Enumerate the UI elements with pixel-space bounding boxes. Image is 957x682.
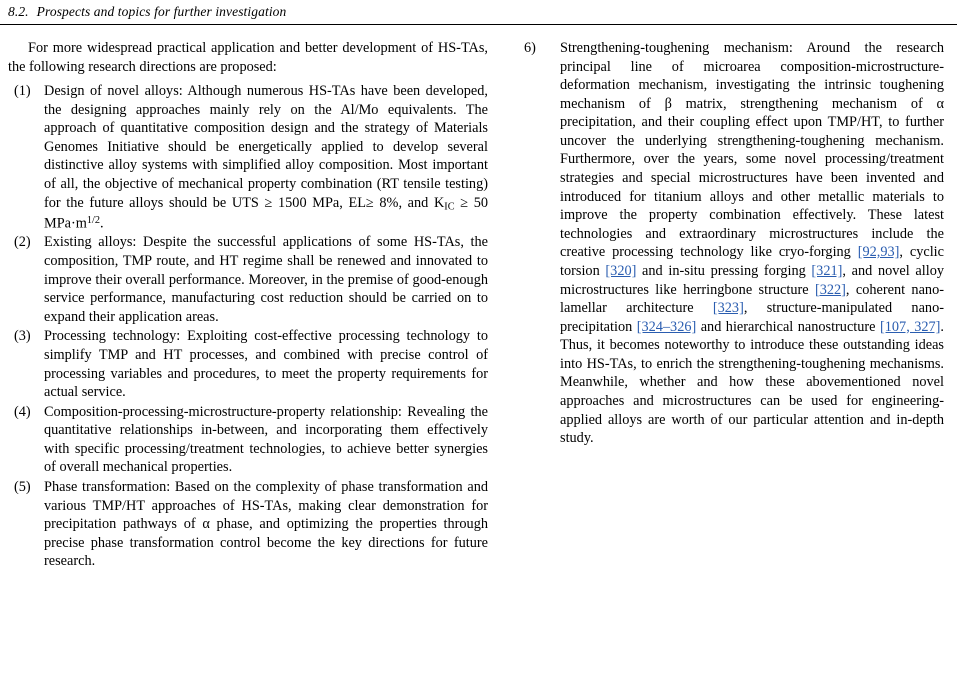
list-item-text: Strengthening-toughening mechanism: Around the research principal line of microarea composition-microstructure-deformation mechanism, investigating the intrinsic toughening mechanism of β matrix, strengthening mechanism of α precipitation, and their coupling effect upon TMP/HT, to further uncover the underlying strengthening-toughening mechanism. Furthermore, over the years, some novel processing/treatment strategies and special microstructures have been invented and introduced for titanium alloys and other metallic materials to improve the property combination effectively. These latest technologies and extraordinary microstructures include the creative processing technology like cryo-forging [560,40,944,261]
superscript-half: 1/2 [86,214,101,226]
list-item-text-end: . Thus, it becomes noteworthy to introduce these outstanding ideas into HS-TAs, to enrich the strengthening-toughening mechanisms. Meanwhile, whether and how these abovementioned novel approaches and microstructures can be used for engineering-applied alloys are worth of our particular attention and in-depth study. [560,318,944,447]
citation-link[interactable]: [324–326] [636,318,697,335]
list-item-marker: (4) [14,403,31,420]
right-column [524,39,944,572]
citation-link[interactable]: [92,93] [857,244,900,261]
list-item [8,233,488,326]
left-column [8,39,488,572]
list-item-marker: 6) [524,40,536,56]
list-item-text: Composition-processing-microstructure-property relationship: Revealing the quantitative relationships in-between, and incorporating them effectively with specific processing/treatment technologies, to achieve better synergies of overall mechanical properties. [44,403,488,476]
citation-link[interactable]: [320] [605,262,637,279]
list-item-text: Phase transformation: Based on the complexity of phase transformation and various TMP/HT approaches of HS-TAs, making clear demonstration for precipitation pathways of α phase, and optimizing the properties through precise phase transformation control become the key directions for future research. [44,478,488,570]
section-heading [0,0,957,20]
two-column-body [0,25,957,572]
citation-link[interactable]: [322] [814,281,846,298]
list-item-marker: (3) [14,328,31,345]
section-number: 8.2. [8,4,29,19]
list-item-text: Processing technology: Exploiting cost-effective processing technology to simplify TMP and HT processes, and combined with precise control of processing variables and procedures, to meet the property requirements for actual service. [44,328,488,401]
list-item-marker: (1) [14,83,31,100]
list-item-text-cont: , structure-manipulated nano-precipitation [560,300,944,335]
list-item-text-cont: , coherent nano-lamellar architecture [560,281,944,317]
list-item-marker: (5) [14,478,31,495]
list-item [8,327,488,401]
list-item-text-cont: ≥ 50 MPa·m [44,194,488,231]
citation-link[interactable]: [323] [712,300,744,317]
list-item [8,403,488,477]
intro-paragraph: For more widespread practical application and better development of HS-TAs, the following research directions are proposed: [8,40,488,75]
list-item [524,39,944,448]
section-title: Prospects and topics for further investigation [36,4,287,19]
list-item [8,82,488,232]
subscript-ic: IC [444,201,455,213]
list-item-text-cont: , cyclic torsion [560,244,944,279]
list-item-marker: (2) [14,234,31,251]
citation-link[interactable]: [107, 327] [879,318,941,335]
list-item [8,478,488,571]
list-item-text-cont: , and novel alloy microstructures like herringbone structure [560,262,944,298]
citation-link[interactable]: [321] [811,262,843,279]
list-item-text-cont: and in-situ pressing forging [636,262,812,279]
list-item-text: Existing alloys: Despite the successful applications of some HS-TAs, the composition, TMP route, and HT regime shall be renewed and innovated to improve their overall performance. Moreover, in the premise of good-enough service performance, manufacturing cost reduction should be carried on to expand their application areas. [44,234,488,325]
research-directions-list [8,82,488,571]
list-item-text-end: . [100,214,104,231]
list-item-text: Design of novel alloys: Although numerous HS-TAs have been developed, the designing approaches mainly rely on the Al/Mo equivalents. The approach of quantitative composition design and the strategy of Materials Genomes Initiative should be energetically applied to develop several distinctive alloy systems with simplified alloy composition. Most important of all, the objective of mechanical property combination (RT tensile testing) for the future alloys should be UTS ≥ 1500 MPa, EL≥ 8%, and K [44,83,488,211]
list-item-text-cont: and hierarchical nanostructure [696,318,880,335]
